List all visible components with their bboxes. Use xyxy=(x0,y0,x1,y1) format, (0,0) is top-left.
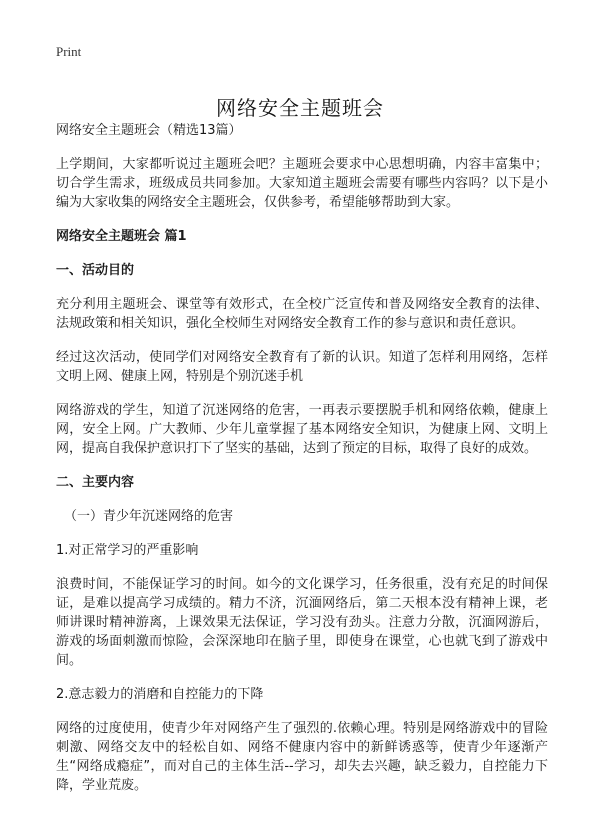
intro-paragraph: 上学期间，大家都听说过主题班会吧？主题班会要求中心思想明确，内容丰富集中；切合学生需求，班级成员共同参加。大家知道主题班会需要有哪些内容吗？以下是小编为大家收集的网络安全主题班会，仅供参考，希望能够帮助到大家。 xyxy=(56,157,548,210)
section-heading-content: 二、主要内容 xyxy=(56,475,135,490)
article-body xyxy=(56,121,548,810)
subtitle: 网络安全主题班会（精选13篇） xyxy=(56,123,242,138)
purpose-paragraph-2: 经过这次活动，使同学们对网络安全教育有了新的认识。知道了怎样利用网络，怎样文明上网、健康上网，特别是个别沉迷手机 xyxy=(56,350,548,384)
page-title: 网络安全主题班会 xyxy=(216,96,384,121)
section-heading-purpose: 一、活动目的 xyxy=(56,263,135,278)
item-2-title: 2.意志毅力的消磨和自控能力的下降 xyxy=(56,687,264,702)
article-heading: 网络安全主题班会 篇1 xyxy=(56,229,187,244)
item-1-title: 1.对正常学习的严重影响 xyxy=(56,543,199,558)
print-label: Print xyxy=(56,44,82,59)
item-2-paragraph: 网络的过度使用，使青少年对网络产生了强烈的.依赖心理。特别是网络游戏中的冒险刺激、网络交友中的轻松自如、网络不健康内容中的新鲜诱惑等，使青少年逐渐产生“网络成瘾症”，而对自己的主体生活--学习，却失去兴趣，缺乏毅力，自控能力下降，学业荒废。 xyxy=(56,721,548,793)
item-1-paragraph: 浪费时间，不能保证学习的时间。如今的文化课学习，任务很重，没有充足的时间保证，是难以提高学习成绩的。精力不济，沉湎网络后，第二天根本没有精神上课，老师讲课时精神游离，上课效果无法保证，学习没有劲头。注意力分散，沉湎网游后，游戏的场面刺激而惊险，会深深地印在脑子里，即使身在课堂，心也就飞到了游戏中间。 xyxy=(56,577,548,668)
purpose-paragraph-1: 充分利用主题班会、课堂等有效形式，在全校广泛宣传和普及网络安全教育的法律、法规政策和相关知识，强化全校师生对网络安全教育工作的参与意识和责任意识。 xyxy=(56,297,548,331)
purpose-paragraph-3: 网络游戏的学生，知道了沉迷网络的危害，一再表示要摆脱手机和网络依赖，健康上网，安全上网。广大教师、少年儿童掌握了基本网络安全知识，为健康上网、文明上网，提高自我保护意识打下了坚实的基础，达到了预定的目标，取得了良好的成效。 xyxy=(56,403,548,456)
subsection-heading: （一）青少年沉迷网络的危害 xyxy=(64,509,234,524)
